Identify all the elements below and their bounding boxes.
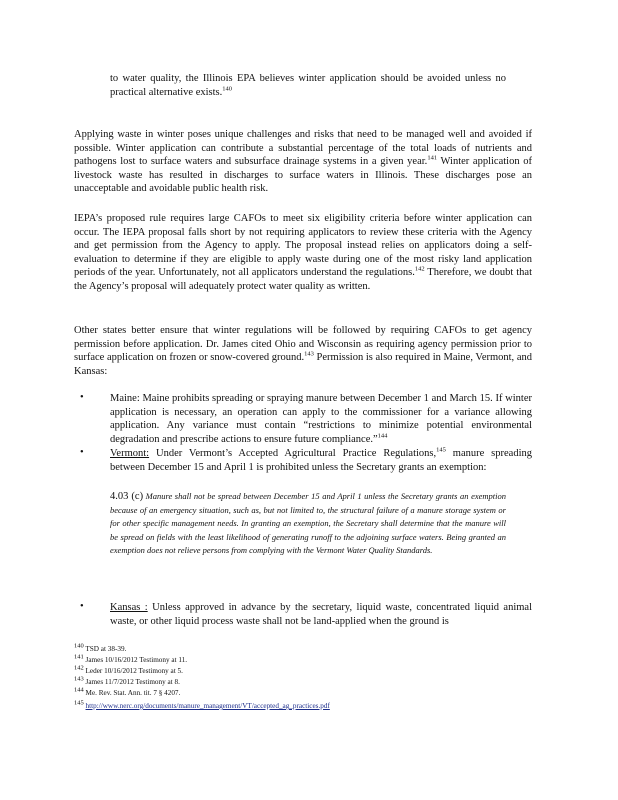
bullet-maine-marker: • (80, 392, 84, 403)
bullet-vermont-marker: • (80, 447, 84, 458)
paragraph-winter-challenges: Applying waste in winter poses unique challenges and risks that need to be managed well and avoided if possible. Winter application can contribute a substantial percentage of the total loads of nutrients and pathogens lost to surface waters and subsurface drainage systems in a given year.$^{141}$ Winter application of livestock waste has resulted in discharges to surface waters in Illinois. These discharges pose an unacceptable and avoidable public health risk. (74, 129, 532, 195)
footnote-142: $^{142}$ Leder 10/16/2012 Testimony at 5. (74, 664, 183, 675)
vermont-regulation-quote (110, 490, 506, 558)
maine-label: Maine (110, 393, 137, 404)
regulation-number: 4.03 (c) (110, 491, 144, 502)
footnote-ref-141: 141 (427, 154, 438, 162)
bullet-kansas-marker: • (80, 601, 84, 612)
footnote-140: $^{140}$ TSD at 38-39. (74, 642, 127, 653)
paragraph-iepa-proposal: IEPA’s proposed rule requires large CAFOs to meet six eligibility criteria before winter application can occur. The IEPA proposal falls short by not requiring applicators to review these criteria with the Agency and get permission from the Agency to apply. The proposal instead relies on applicators doing a self-evaluation to determine if they are eligible to apply waste during one of the most risky land application periods of the year. Unfortunately, not all applicators understand the regulations.$^{142}$ Therefore, we doubt that the Agency’s proposal will adequately protect water quality as written. (74, 213, 532, 292)
footnote-ref-142: 142 (414, 265, 425, 273)
bullet-vermont: Vermont: Under Vermont’s Accepted Agricultural Practice Regulations,$^{145}$ manure spreading between December 15 and April 1 is prohibited unless the Secretary grants an exemption: (110, 446, 532, 473)
footnote-145: $^{145}$ http://www.nerc.org/documents/manure_management/VT/accepted_ag_practices.pdf (74, 699, 330, 710)
top-block-quote: to water quality, the Illinois EPA believes winter application should be avoided unless no practical alternative exists.$^{140}$ (110, 73, 506, 98)
footnote-ref-145: 145 (436, 446, 446, 454)
regulation-text: Manure shall not be spread between December 15 and April 1 unless the Secretary grants an exemption because of an emergency situation, such as, but not limited to, the structural failure of a manure storage system or for other specific management needs. In granting an exemption, the Secretary shall determine that the manure will be spread on fields with the least likelihood of generating runoff to the adjoining surface waters. Being granted an exemption does not relieve persons from complying with the Vermont Water Quality Standards. (110, 491, 507, 556)
footnote-141: $^{141}$ James 10/16/2012 Testimony at 11. (74, 653, 188, 664)
footnote-143: $^{143}$ James 11/7/2012 Testimony at 8. (74, 675, 180, 686)
footnote-ref-143: 143 (304, 350, 314, 358)
vermont-label: Vermont: (110, 448, 150, 459)
bullet-kansas: Kansas : Unless approved in advance by the secretary, liquid waste, concentrated liquid animal waste, or other liquid process waste shall not be land-applied when the ground is (110, 602, 533, 627)
footnote-ref-144: 144 (377, 432, 388, 440)
footnote-ref-140: 140 (222, 85, 232, 93)
paragraph-other-states: Other states better ensure that winter regulations will be followed by requiring CAFOs to get agency permission before application. Dr. James cited Ohio and Wisconsin as requiring agency permission prior to surface application on frozen or snow-covered ground.$^{143}$ Permission is also required in Maine, Vermont, and Kansas: (74, 325, 532, 377)
footnote-144: $^{144}$ Me. Rev. Stat. Ann. tit. 7 § 4207. (74, 686, 181, 697)
bullet-maine: Maine: Maine prohibits spreading or spraying manure between December 1 and March 15. If winter application is necessary, an operation can apply to the commissioner for a variance allowing application. Any variance must contain “restrictions to minimize potential environmental degradation and prescribe actions to ensure future compliance.”$^{144}$ (110, 393, 532, 445)
kansas-label: Kansas : (110, 602, 148, 613)
footnote-145-link[interactable]: http://www.nerc.org/documents/manure_management/VT/accepted_ag_practices.pdf (85, 702, 330, 710)
